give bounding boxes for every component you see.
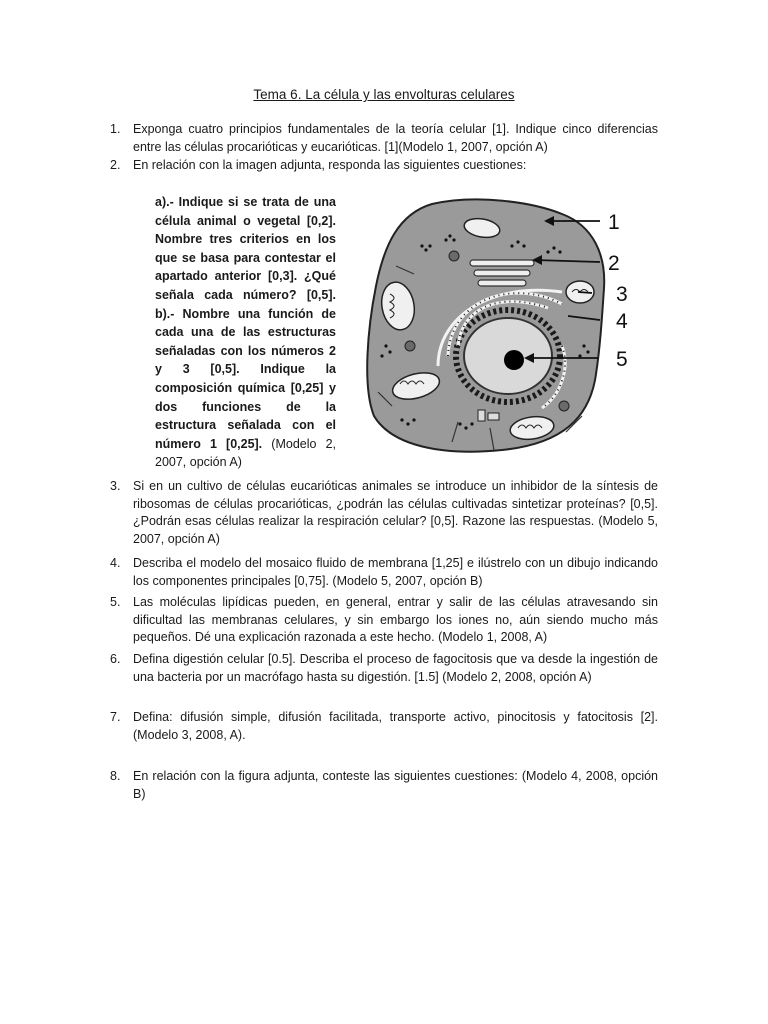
page-title: Tema 6. La célula y las envolturas celulares [253,87,515,102]
question-4 [110,555,658,590]
question-1 [110,121,658,156]
cell-diagram [362,196,650,458]
label-5: 5 [616,348,628,371]
question-text: Si en un cultivo de células eucarióticas animales se introduce un inhibidor de la síntesis de ribosomas de células procarióticas, ¿podrán las células cultivadas sintetizar proteínas? [0,5]. ¿Podrán esas células realizar la respiración celular? [0,5]. Razone las respuestas. (Modelo 5, 2007, opción A) [133,479,658,546]
question-text: En relación con la imagen adjunta, responda las siguientes cuestiones: [133,158,527,172]
question-number: 6. [110,652,121,666]
nucleolus [504,350,524,370]
label-1: 1 [608,211,620,234]
question-number: 7. [110,710,121,724]
golgi-apparatus [470,260,534,286]
question-5 [110,594,658,647]
question-text: En relación con la figura adjunta, conteste las siguientes cuestiones: (Modelo 4, 2008, opción B) [133,769,658,801]
question-7 [110,709,658,744]
subquestion-text: a).- Indique si se trata de una célula animal o vegetal [0,2]. Nombre tres criterios en los que se basa para contestar el apartado anterior [0,3]. ¿Qué señala cada número? [0,5]. b).- Nombre una función de cada una de las estructuras señaladas con los números 2 y 3 [0,5]. Indique la composición química [0,25] y dos funciones de la estructura señalada con el número 1 [0,25]. [155,195,336,451]
question-text: Defina digestión celular [0.5]. Describa el proceso de fagocitosis que va desde la ingestión de una bacteria por un macrófago hasta su digestión. [1.5] (Modelo 2, 2008, opción A) [133,652,658,684]
label-2: 2 [608,252,620,275]
question-2-subquestions [155,193,336,472]
question-text: Exponga cuatro principios fundamentales de la teoría celular [1]. Indique cinco diferencias entre las células procarióticas y eucarióticas. [1](Modelo 1, 2007, opción A) [133,122,658,154]
question-number: 2. [110,158,121,172]
question-text: Defina: difusión simple, difusión facilitada, transporte activo, pinocitosis y fatocitosis [2]. (Modelo 3, 2008, A). [133,710,658,742]
subquestion-source: (Modelo 2, 2007, opción A) [155,436,336,470]
question-8 [110,768,658,803]
cell-diagram-svg [362,196,650,458]
question-text: Las moléculas lipídicas pueden, en general, entrar y salir de las células atravesando sin dificultad las membranas celulares, y sin embargo los iones no, aún siendo mucho más pequeños. Dé una explicación razonada a este hecho. (Modelo 1, 2008, A) [133,595,658,644]
label-3: 3 [616,283,628,306]
question-number: 1. [110,122,121,136]
question-number: 4. [110,556,121,570]
label-4: 4 [616,310,628,333]
question-number: 5. [110,595,121,609]
question-2 [110,157,658,175]
question-number: 3. [110,479,121,493]
question-number: 8. [110,769,121,783]
question-text: Describa el modelo del mosaico fluido de membrana [1,25] e ilústrelo con un dibujo indicando los componentes principales [0,75]. (Modelo 5, 2007, opción B) [133,556,658,588]
question-3 [110,478,658,548]
question-6 [110,651,658,686]
